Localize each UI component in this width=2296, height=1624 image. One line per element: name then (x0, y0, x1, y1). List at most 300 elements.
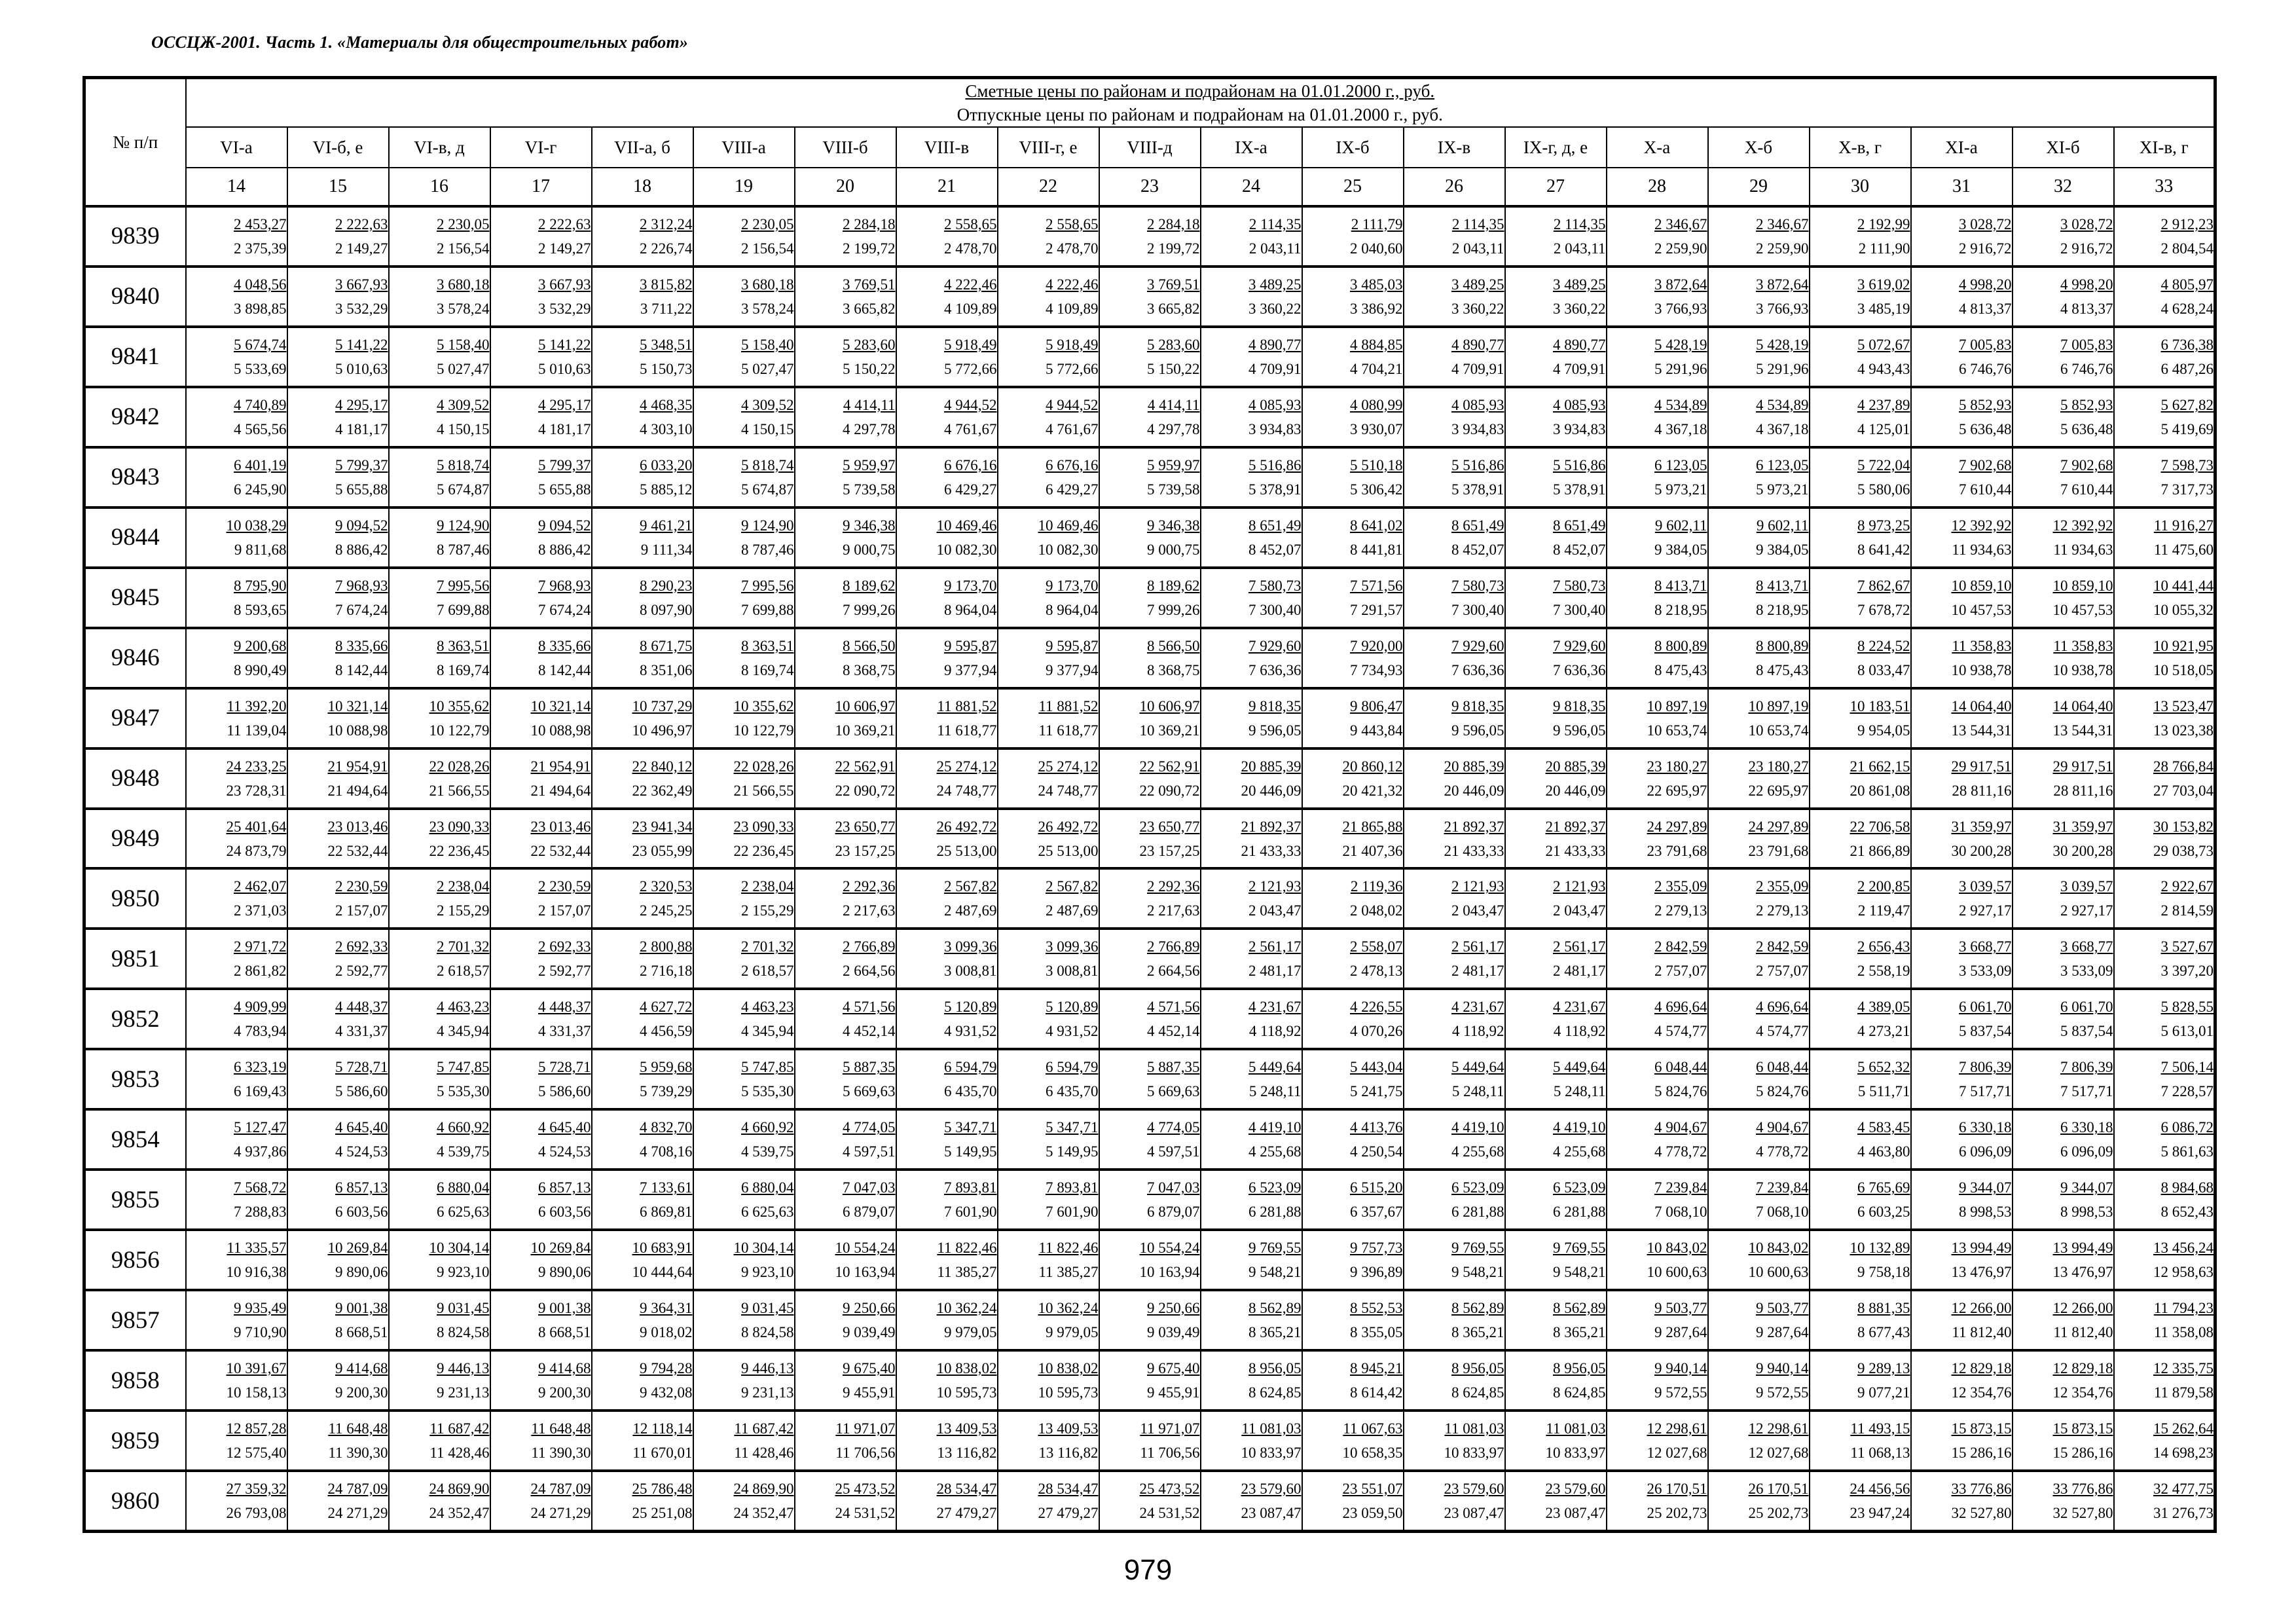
estimate-price: 9 769,55 (1248, 1240, 1302, 1257)
release-price: 4 628,24 (2160, 300, 2214, 317)
price-cell (186, 628, 287, 688)
release-price: 10 496,97 (632, 722, 693, 739)
estimate-price: 22 562,91 (835, 758, 896, 775)
release-price: 9 287,64 (1654, 1324, 1707, 1341)
price-cell (2013, 1471, 2114, 1531)
price-cell (1607, 1350, 1708, 1411)
estimate-price: 31 359,97 (2052, 818, 2113, 835)
price-cell (1911, 1350, 2013, 1411)
estimate-price: 8 881,35 (1857, 1300, 1910, 1317)
release-price: 7 699,88 (741, 601, 794, 618)
estimate-price: 6 123,05 (1756, 456, 1809, 473)
estimate-price: 5 127,47 (234, 1119, 287, 1136)
price-cell (1505, 1230, 1607, 1290)
estimate-price: 12 118,14 (632, 1420, 693, 1437)
estimate-price: 24 456,56 (1850, 1481, 1910, 1497)
price-cell (287, 1411, 389, 1471)
price-cell (2013, 628, 2114, 688)
price-cell (490, 1170, 592, 1230)
estimate-price: 21 892,37 (1545, 818, 1606, 835)
region-header: IX-а (1201, 127, 1302, 168)
release-price: 11 068,13 (1850, 1445, 1910, 1462)
release-price: 5 837,54 (1959, 1023, 2012, 1040)
estimate-price: 11 881,52 (937, 697, 997, 714)
release-price: 8 475,43 (1654, 661, 1707, 678)
estimate-price: 9 094,52 (538, 517, 591, 534)
estimate-price: 9 602,11 (1756, 517, 1809, 534)
price-cell (1302, 206, 1404, 267)
release-price: 2 157,07 (538, 902, 591, 919)
price-cell (795, 1230, 896, 1290)
price-cell (592, 1290, 693, 1350)
price-cell (389, 748, 490, 809)
estimate-price: 11 822,46 (1038, 1240, 1099, 1257)
price-cell (896, 809, 998, 869)
column-number: 31 (1911, 168, 2013, 206)
estimate-price: 9 675,40 (1147, 1360, 1200, 1377)
estimate-price: 26 492,72 (936, 818, 997, 835)
region-header: XI-в, г (2114, 127, 2215, 168)
estimate-price: 7 005,83 (1959, 336, 2012, 353)
price-cell (693, 688, 795, 748)
estimate-price: 8 562,89 (1451, 1300, 1504, 1317)
price-cell (1708, 688, 1810, 748)
price-cell (998, 1290, 1099, 1350)
estimate-price: 8 566,50 (843, 637, 896, 654)
release-price: 2 592,77 (538, 963, 591, 980)
release-prices-heading: Отпускные цены по районам и подрайонам на 01.01.2000 г., руб. (957, 105, 1443, 124)
table-body (84, 206, 2215, 1532)
price-cell (896, 1471, 998, 1531)
release-price: 5 535,30 (741, 1083, 794, 1100)
release-price: 8 677,43 (1857, 1324, 1910, 1341)
release-price: 5 533,69 (234, 360, 287, 377)
release-price: 2 149,27 (538, 240, 591, 257)
estimate-price: 9 446,13 (741, 1360, 794, 1377)
estimate-price: 11 067,63 (1343, 1420, 1403, 1437)
release-price: 10 938,78 (2052, 661, 2113, 678)
estimate-price: 8 566,50 (1147, 637, 1200, 654)
estimate-price: 2 912,23 (2160, 215, 2214, 232)
release-price: 2 664,56 (1147, 963, 1200, 980)
release-price: 6 357,67 (1350, 1204, 1403, 1221)
price-cell (998, 989, 1099, 1049)
release-price: 8 351,06 (640, 661, 693, 678)
price-cell (287, 868, 389, 929)
estimate-price: 5 516,86 (1451, 456, 1504, 473)
price-cell (1302, 1170, 1404, 1230)
estimate-price: 29 917,51 (2052, 758, 2113, 775)
estimate-price: 22 840,12 (632, 758, 693, 775)
price-cell (2114, 387, 2215, 447)
release-price: 5 824,76 (1654, 1083, 1707, 1100)
release-price: 11 385,27 (1038, 1264, 1099, 1281)
estimate-price: 3 680,18 (437, 276, 490, 293)
estimate-price: 4 944,52 (944, 396, 997, 413)
price-cell (2013, 1350, 2114, 1411)
estimate-price: 5 283,60 (1147, 336, 1200, 353)
price-cell (1708, 1471, 1810, 1531)
price-cell (1505, 267, 1607, 327)
estimate-price: 10 321,14 (530, 697, 591, 714)
estimate-price: 6 523,09 (1553, 1179, 1606, 1196)
price-cell (1708, 1290, 1810, 1350)
estimate-price: 11 358,83 (2053, 637, 2113, 654)
release-price: 2 487,69 (944, 902, 997, 919)
price-cell (1911, 568, 2013, 628)
estimate-price: 9 364,31 (640, 1300, 693, 1317)
estimate-price: 4 448,37 (335, 999, 388, 1016)
release-price: 7 517,71 (1959, 1083, 2012, 1100)
column-number: 21 (896, 168, 998, 206)
estimate-price: 9 794,28 (640, 1360, 693, 1377)
price-cell (1201, 688, 1302, 748)
release-price: 10 653,74 (1748, 722, 1809, 739)
price-cell (1302, 748, 1404, 809)
price-cell (2013, 1109, 2114, 1170)
release-price: 4 778,72 (1756, 1143, 1809, 1160)
column-number: 32 (2013, 168, 2114, 206)
release-price: 8 824,58 (741, 1324, 794, 1341)
price-cell (1911, 507, 2013, 568)
release-price: 13 116,82 (1038, 1445, 1099, 1462)
estimate-price: 2 701,32 (437, 938, 490, 955)
release-price: 2 217,63 (1147, 902, 1200, 919)
release-price: 3 386,92 (1350, 300, 1403, 317)
table-row (84, 868, 2215, 929)
price-cell (896, 447, 998, 507)
price-cell (1911, 628, 2013, 688)
release-price: 5 150,22 (1147, 360, 1200, 377)
release-price: 10 833,97 (1241, 1445, 1302, 1462)
release-price: 24 271,29 (327, 1505, 388, 1521)
estimate-price: 9 935,49 (234, 1300, 287, 1317)
release-price: 8 355,05 (1350, 1324, 1403, 1341)
price-cell (1201, 387, 1302, 447)
estimate-price: 11 358,83 (1952, 637, 2012, 654)
release-price: 3 397,20 (2160, 963, 2214, 980)
estimate-prices-heading: Сметные цены по районам и подрайонам на 01.01.2000 г., руб. (965, 81, 1435, 101)
estimate-price: 6 736,38 (2160, 336, 2214, 353)
price-cell (490, 1109, 592, 1170)
release-price: 6 169,43 (234, 1083, 287, 1100)
release-price: 5 010,63 (335, 360, 388, 377)
release-price: 11 706,56 (835, 1445, 896, 1462)
release-price: 4 708,16 (640, 1143, 693, 1160)
price-cell (1404, 868, 1505, 929)
price-cell (1505, 206, 1607, 267)
estimate-price: 2 922,67 (2160, 878, 2214, 895)
price-cell (186, 1230, 287, 1290)
price-cell (998, 447, 1099, 507)
price-cell (2013, 1170, 2114, 1230)
price-cell (1607, 1109, 1708, 1170)
estimate-price: 8 224,52 (1857, 637, 1910, 654)
price-cell (2114, 1230, 2215, 1290)
release-price: 2 757,07 (1654, 963, 1707, 980)
estimate-price: 8 189,62 (1147, 577, 1200, 594)
release-price: 8 787,46 (437, 541, 490, 558)
estimate-price: 2 558,65 (1046, 215, 1099, 232)
release-price: 5 150,22 (843, 360, 896, 377)
release-price: 5 306,42 (1350, 481, 1403, 498)
estimate-price: 25 274,12 (936, 758, 997, 775)
estimate-price: 4 309,52 (741, 396, 794, 413)
price-cell (389, 1049, 490, 1109)
estimate-price: 7 239,84 (1654, 1179, 1707, 1196)
estimate-price: 9 503,77 (1654, 1300, 1707, 1317)
release-price: 11 390,30 (531, 1445, 591, 1462)
price-cell (592, 447, 693, 507)
price-cell (693, 1350, 795, 1411)
estimate-price: 5 828,55 (2160, 999, 2214, 1016)
price-cell (490, 868, 592, 929)
estimate-price: 10 737,29 (632, 697, 693, 714)
price-cell (1505, 1109, 1607, 1170)
price-cell (1810, 628, 1911, 688)
estimate-price: 2 453,27 (234, 215, 287, 232)
estimate-price: 5 510,18 (1350, 456, 1403, 473)
price-cell (896, 327, 998, 387)
release-price: 8 990,49 (234, 661, 287, 678)
price-cell (1302, 989, 1404, 1049)
price-cell (998, 1471, 1099, 1531)
estimate-price: 5 918,49 (944, 336, 997, 353)
release-price: 2 111,90 (1858, 240, 1910, 257)
estimate-price: 4 890,77 (1451, 336, 1504, 353)
estimate-price: 23 941,34 (632, 818, 693, 835)
price-cell (1404, 1471, 1505, 1531)
release-price: 30 200,28 (1951, 842, 2012, 859)
estimate-price: 5 347,71 (944, 1119, 997, 1136)
release-price: 9 548,21 (1248, 1264, 1302, 1281)
estimate-price: 9 124,90 (741, 517, 794, 534)
region-header: VIII-а (693, 127, 795, 168)
estimate-price: 9 806,47 (1350, 697, 1403, 714)
release-price: 5 241,75 (1350, 1083, 1403, 1100)
estimate-price: 2 567,82 (1046, 878, 1099, 895)
release-price: 4 597,51 (843, 1143, 896, 1160)
estimate-price: 5 120,89 (1046, 999, 1099, 1016)
estimate-price: 4 419,10 (1451, 1119, 1504, 1136)
price-cell (896, 688, 998, 748)
release-price: 9 572,55 (1756, 1384, 1809, 1401)
price-cell (592, 387, 693, 447)
estimate-price: 6 880,04 (437, 1179, 490, 1196)
release-price: 4 331,37 (335, 1023, 388, 1040)
price-cell (1708, 868, 1810, 929)
release-price: 9 384,05 (1654, 541, 1707, 558)
estimate-price: 6 523,09 (1248, 1179, 1302, 1196)
estimate-price: 12 829,18 (1951, 1360, 2012, 1377)
release-price: 2 156,54 (741, 240, 794, 257)
price-cell (2114, 447, 2215, 507)
estimate-price: 6 857,13 (538, 1179, 591, 1196)
price-cell (186, 568, 287, 628)
estimate-price: 2 230,59 (538, 878, 591, 895)
region-header: XI-а (1911, 127, 2013, 168)
price-cell (186, 929, 287, 989)
release-price: 9 548,21 (1553, 1264, 1606, 1281)
estimate-price: 22 706,58 (1850, 818, 1910, 835)
price-cell (287, 688, 389, 748)
release-price: 5 739,29 (640, 1083, 693, 1100)
release-price: 6 429,27 (1046, 481, 1099, 498)
release-price: 7 517,71 (2060, 1083, 2113, 1100)
price-cell (1810, 447, 1911, 507)
estimate-price: 23 579,60 (1545, 1481, 1606, 1497)
release-price: 24 748,77 (936, 782, 997, 799)
release-price: 10 444,64 (632, 1264, 693, 1281)
price-cell (1302, 507, 1404, 568)
estimate-price: 4 463,23 (437, 999, 490, 1016)
estimate-price: 7 568,72 (234, 1179, 287, 1196)
estimate-price: 2 114,35 (1451, 215, 1504, 232)
estimate-price: 3 872,64 (1756, 276, 1809, 293)
release-price: 23 157,25 (1139, 842, 1200, 859)
price-cell (490, 688, 592, 748)
price-cell (1810, 929, 1911, 989)
region-header: VIII-б (795, 127, 896, 168)
release-price: 2 048,02 (1350, 902, 1403, 919)
estimate-price: 7 580,73 (1451, 577, 1504, 594)
price-cell (693, 507, 795, 568)
price-cell (1810, 1411, 1911, 1471)
estimate-price: 22 562,91 (1139, 758, 1200, 775)
estimate-price: 10 838,02 (936, 1360, 997, 1377)
release-price: 8 624,85 (1553, 1384, 1606, 1401)
release-price: 6 281,88 (1248, 1204, 1302, 1221)
price-cell (1607, 267, 1708, 327)
estimate-price: 4 309,52 (437, 396, 490, 413)
estimate-price: 10 469,46 (1038, 517, 1099, 534)
release-price: 22 236,45 (733, 842, 794, 859)
release-price: 3 934,83 (1553, 420, 1606, 437)
price-cell (1302, 688, 1404, 748)
price-cell (186, 809, 287, 869)
estimate-price: 6 323,19 (234, 1059, 287, 1076)
price-cell (592, 929, 693, 989)
estimate-price: 12 392,92 (2052, 517, 2113, 534)
price-cell (1911, 447, 2013, 507)
price-cell (1201, 1471, 1302, 1531)
release-price: 2 259,90 (1756, 240, 1809, 257)
estimate-price: 21 662,15 (1850, 758, 1910, 775)
price-cell (693, 628, 795, 688)
price-cell (1505, 387, 1607, 447)
estimate-price: 25 473,52 (1139, 1481, 1200, 1497)
estimate-price: 7 506,14 (2160, 1059, 2214, 1076)
estimate-price: 2 230,05 (437, 215, 490, 232)
estimate-price: 11 687,42 (429, 1420, 490, 1437)
price-cell (1607, 1170, 1708, 1230)
estimate-price: 5 158,40 (437, 336, 490, 353)
price-cell (287, 1290, 389, 1350)
release-price: 7 999,26 (843, 601, 896, 618)
estimate-price: 2 284,18 (843, 215, 896, 232)
estimate-price: 4 048,56 (234, 276, 287, 293)
estimate-price: 3 815,82 (640, 276, 693, 293)
price-cell (389, 1350, 490, 1411)
release-price: 5 655,88 (538, 481, 591, 498)
price-cell (389, 568, 490, 628)
estimate-price: 13 409,53 (1038, 1420, 1099, 1437)
release-price: 5 010,63 (538, 360, 591, 377)
price-cell (1099, 1049, 1201, 1109)
estimate-price: 10 683,91 (632, 1240, 693, 1257)
table-row (84, 1290, 2215, 1350)
release-price: 6 603,25 (1857, 1204, 1910, 1221)
price-cell (1810, 748, 1911, 809)
price-cell (1607, 809, 1708, 869)
release-price: 5 824,76 (1756, 1083, 1809, 1100)
estimate-price: 13 409,53 (936, 1420, 997, 1437)
release-price: 4 761,67 (1046, 420, 1099, 437)
release-price: 5 291,96 (1654, 360, 1707, 377)
release-price: 7 699,88 (437, 601, 490, 618)
estimate-price: 4 226,55 (1350, 999, 1403, 1016)
release-price: 8 787,46 (741, 541, 794, 558)
estimate-price: 3 485,03 (1350, 276, 1403, 293)
estimate-price: 9 414,68 (335, 1360, 388, 1377)
region-header: X-б (1708, 127, 1810, 168)
price-cell (1201, 1411, 1302, 1471)
estimate-price: 20 885,39 (1444, 758, 1504, 775)
estimate-price: 2 355,09 (1756, 878, 1809, 895)
price-cell (896, 1411, 998, 1471)
release-price: 10 088,98 (530, 722, 591, 739)
price-cell (693, 267, 795, 327)
estimate-price: 12 335,75 (2153, 1360, 2214, 1377)
release-price: 6 281,88 (1451, 1204, 1504, 1221)
price-cell (592, 327, 693, 387)
release-price: 22 090,72 (835, 782, 896, 799)
price-cell (693, 568, 795, 628)
release-price: 22 532,44 (327, 842, 388, 859)
estimate-price: 9 818,35 (1248, 697, 1302, 714)
release-price: 5 511,71 (1857, 1083, 1910, 1100)
estimate-price: 7 047,03 (843, 1179, 896, 1196)
price-cell (693, 1230, 795, 1290)
row-number: 9853 (84, 1049, 186, 1109)
estimate-price: 5 959,97 (843, 456, 896, 473)
price-cell (1607, 868, 1708, 929)
price-cell (1099, 1230, 1201, 1290)
estimate-price: 5 449,64 (1553, 1059, 1606, 1076)
release-price: 6 435,70 (1046, 1083, 1099, 1100)
price-cell (1911, 809, 2013, 869)
estimate-price: 4 696,64 (1756, 999, 1809, 1016)
estimate-price: 7 929,60 (1553, 637, 1606, 654)
price-cell (998, 1350, 1099, 1411)
price-cell (1810, 1049, 1911, 1109)
release-price: 25 202,73 (1647, 1505, 1707, 1521)
estimate-price: 7 995,56 (437, 577, 490, 594)
price-cell (896, 868, 998, 929)
estimate-price: 7 580,73 (1248, 577, 1302, 594)
price-cell (998, 206, 1099, 267)
price-cell (896, 1049, 998, 1109)
price-cell (795, 809, 896, 869)
release-price: 8 668,51 (335, 1324, 388, 1341)
release-price: 10 600,63 (1647, 1264, 1707, 1281)
estimate-price: 3 039,57 (1959, 878, 2012, 895)
column-number: 26 (1404, 168, 1505, 206)
release-price: 24 352,47 (429, 1505, 490, 1521)
release-price: 3 532,29 (335, 300, 388, 317)
estimate-price: 11 493,15 (1850, 1420, 1910, 1437)
price-cell (2114, 206, 2215, 267)
